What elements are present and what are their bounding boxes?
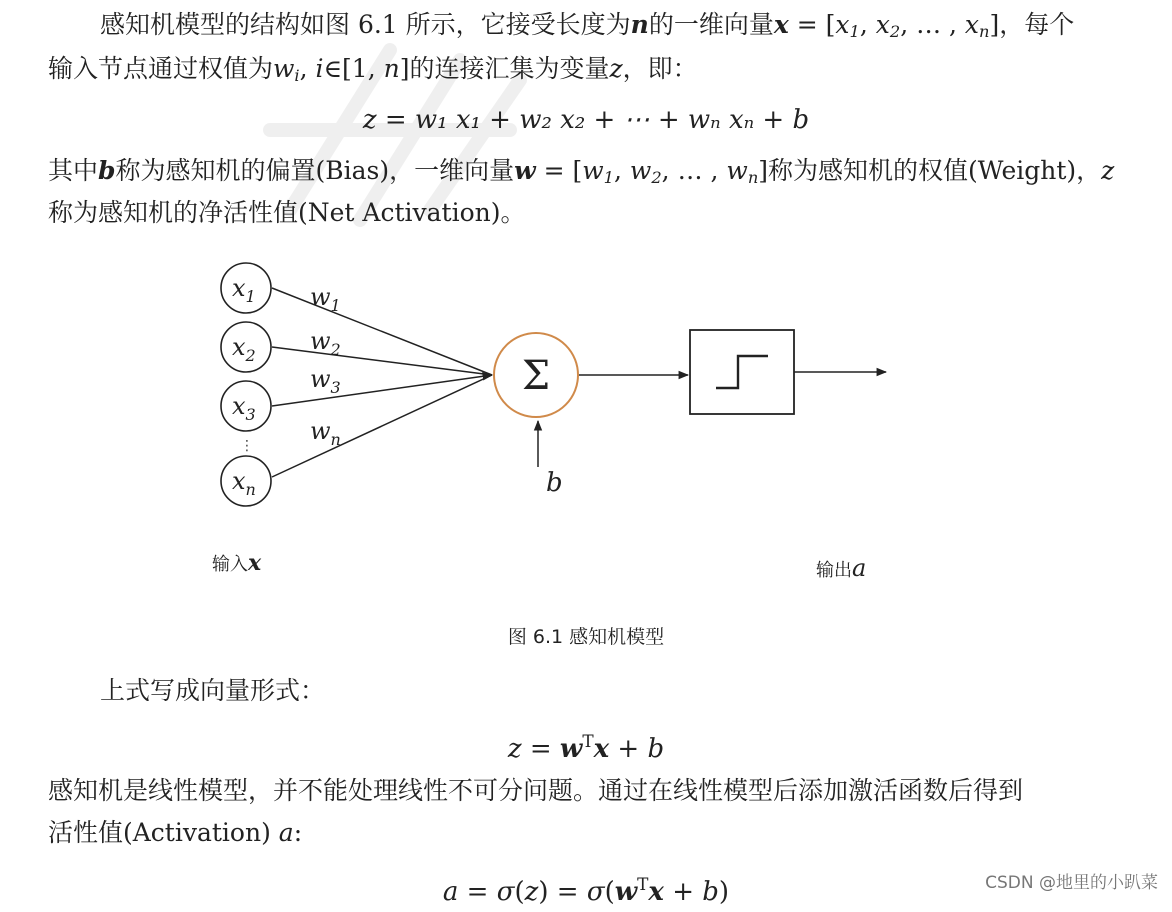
text: = [ (788, 10, 836, 39)
math-w1: w (582, 156, 604, 185)
math-paren: ) (718, 877, 730, 908)
math-op: = (521, 734, 560, 765)
bias-label: b (546, 468, 563, 498)
equation-net-activation: z = w₁ x₁ + w₂ x₂ + ⋯ + wₙ xₙ + b (362, 105, 810, 135)
subscript: 1 (603, 168, 615, 188)
paragraph-4: 称为感知机的净活性值(Net Activation)。 (48, 198, 526, 227)
figure-caption: 图 6.1 感知机模型 (507, 626, 665, 648)
input-label-x1: $x_1$ (232, 274, 256, 306)
text: ]，每个 (989, 10, 1075, 39)
csdn-watermark: CSDN @地里的小趴菜 (985, 873, 1158, 893)
math-op: + (609, 734, 648, 765)
weight-label-w2: $w_2$ (310, 327, 341, 359)
text: = [ (535, 156, 583, 185)
text: , (614, 156, 630, 185)
subscript: 1 (849, 22, 860, 42)
vector-w: w (559, 734, 583, 765)
math-paren: ( (604, 877, 615, 908)
perceptron-diagram (180, 245, 940, 605)
vector-x: x (773, 10, 789, 39)
math-a: a (278, 818, 294, 847)
math-xn: x (964, 10, 980, 39)
text: ∈[1, (323, 54, 384, 83)
math-b: b (702, 877, 719, 908)
math-z: z (507, 734, 522, 765)
math-sigma: σ (496, 877, 515, 908)
text: , (299, 54, 316, 83)
superscript-T: T (637, 874, 649, 894)
math-op: + (663, 877, 703, 908)
input-label-x2: $x_2$ (232, 333, 256, 365)
equation-vector-form (0, 721, 1172, 769)
math-op: = (458, 877, 497, 908)
subscript: n (747, 168, 759, 188)
input-label-xn: $x_n$ (232, 467, 256, 499)
text: 输入节点通过权值为 (48, 54, 274, 83)
math-a: a (442, 877, 459, 908)
math-b: b (98, 156, 116, 185)
paragraph-1 (100, 4, 1172, 53)
text: ，即： (622, 54, 698, 83)
text: , … , (661, 156, 727, 185)
weight-label-w3: $w_3$ (310, 365, 341, 397)
vector-w: w (514, 156, 536, 185)
vertical-dots: ⋮ (240, 438, 254, 454)
subscript: n (979, 22, 990, 42)
edge-x1 (272, 288, 492, 375)
subscript: 2 (889, 22, 901, 42)
math-b: b (647, 734, 665, 765)
text: , (859, 10, 876, 39)
math-z: z (1101, 156, 1115, 185)
math-x2: x (875, 10, 890, 39)
math-n: n (630, 10, 649, 39)
text: , … , (900, 10, 965, 39)
math-w2: w (629, 156, 652, 185)
text: ]称为感知机的权值(Weight)， (758, 156, 1102, 185)
subscript: i (294, 66, 300, 86)
vector-x: x (648, 877, 664, 908)
text: : (293, 818, 303, 847)
text: 其中 (48, 156, 99, 185)
paragraph-6: 感知机是线性模型，并不能处理线性不可分问题。通过在线性模型后添加激活函数后得到 (48, 776, 1024, 805)
text: 称为感知机的偏置(Bias)，一维向量 (115, 156, 515, 185)
math-n: n (383, 54, 400, 83)
math-x1: x (835, 10, 850, 39)
step-function-box (690, 330, 794, 414)
edge-x2 (272, 347, 492, 375)
text: 的一维向量 (648, 10, 774, 39)
math-w: w (273, 54, 295, 83)
math-paren: ) (538, 877, 549, 908)
weight-label-wn: $w_n$ (310, 417, 341, 449)
input-caption: 输入x (212, 550, 262, 576)
paragraph-5: 上式写成向量形式： (100, 676, 326, 705)
paragraph-2 (48, 48, 1138, 97)
perceptron-svg (180, 245, 940, 605)
text: 活性值(Activation) (48, 818, 279, 847)
vector-x: x (593, 734, 610, 765)
sum-symbol: Σ (521, 353, 551, 399)
math-z: z (524, 877, 539, 908)
math-z: z (609, 54, 623, 83)
math-wn: w (726, 156, 748, 185)
vector-w: w (614, 877, 638, 908)
text: ]的连接汇集为变量 (399, 54, 610, 83)
math-paren: ( (514, 877, 525, 908)
input-label-x3: $x_3$ (232, 392, 256, 424)
subscript: 2 (651, 168, 662, 188)
math-sigma: σ (586, 877, 605, 908)
weight-label-w1: $w_1$ (310, 283, 341, 315)
math-op: = (548, 877, 587, 908)
text: 感知机模型的结构如图 6.1 所示，它接受长度为 (100, 10, 631, 39)
paragraph-7 (48, 812, 1138, 854)
output-caption: 输出a (816, 554, 867, 582)
superscript-T: T (582, 731, 594, 751)
math-i: i (315, 54, 324, 83)
